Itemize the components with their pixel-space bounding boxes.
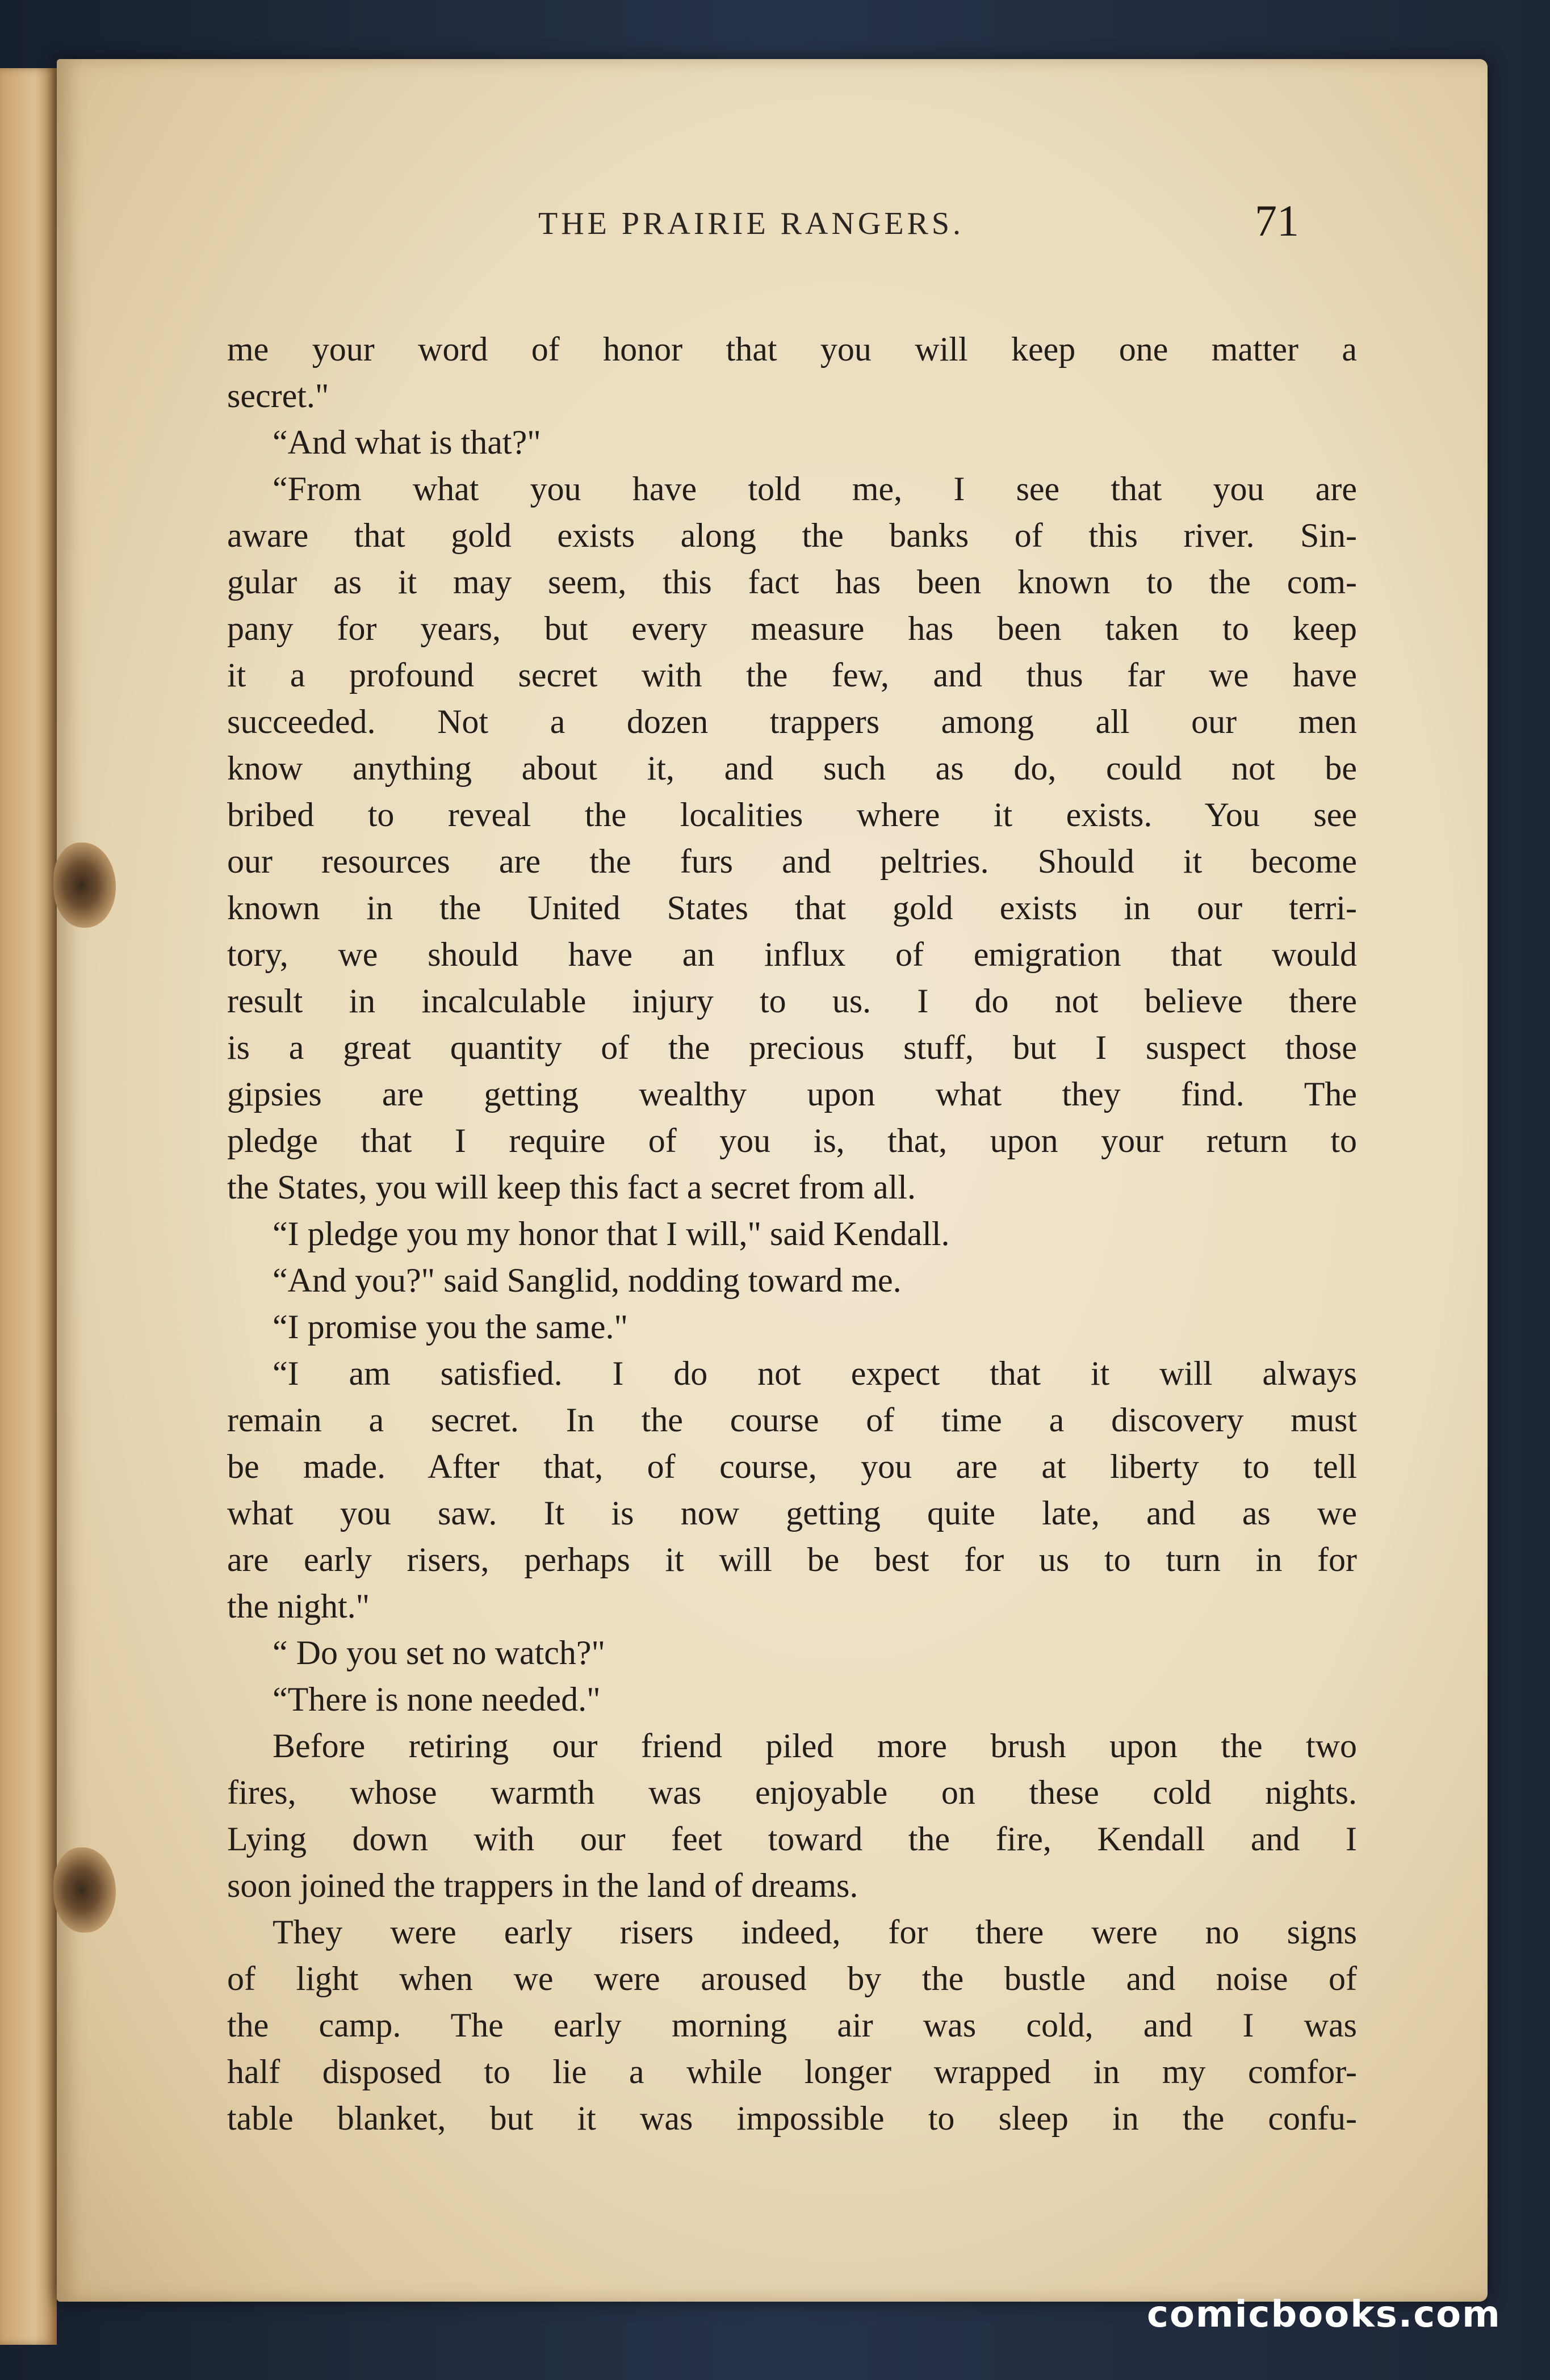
text-line: are early risers, perhaps it will be best for us to turn in for <box>227 1541 1357 1578</box>
text-line: pledge that I require of you is, that, upon your return to <box>227 1122 1357 1159</box>
binding-hole <box>53 1847 116 1933</box>
text-line: “I pledge you my honor that I will," said Kendall. <box>273 1215 950 1252</box>
text-line: half disposed to lie a while longer wrapped in my comfor- <box>227 2053 1357 2090</box>
text-line: bribed to reveal the localities where it exists. You see <box>227 796 1357 833</box>
text-line: me your word of honor that you will keep one matter a <box>227 330 1357 368</box>
text-line: “And you?" said Sanglid, nodding toward me. <box>273 1262 902 1299</box>
text-line: the camp. The early morning air was cold, and I was <box>227 2006 1357 2044</box>
text-line: the night." <box>227 1587 370 1625</box>
page-number: 71 <box>1255 196 1299 245</box>
facing-page-edge <box>0 68 57 2345</box>
site-watermark: comicbooks.com <box>1147 2294 1501 2336</box>
text-line: “I am satisfied. I do not expect that it will always <box>273 1355 1357 1392</box>
text-line: table blanket, but it was impossible to sleep in the confu- <box>227 2100 1357 2137</box>
text-line: what you saw. It is now getting quite late, and as we <box>227 1494 1357 1532</box>
text-line: remain a secret. In the course of time a discovery must <box>227 1401 1357 1439</box>
text-line: tory, we should have an influx of emigration that would <box>227 936 1357 973</box>
text-line: of light when we were aroused by the bustle and noise of <box>227 1960 1357 1997</box>
text-line: result in incalculable injury to us. I do not believe there <box>227 982 1357 1020</box>
text-line: “ Do you set no watch?" <box>273 1634 605 1671</box>
text-line: it a profound secret with the few, and thus far we have <box>227 656 1357 694</box>
text-line: pany for years, but every measure has been taken to keep <box>227 610 1357 647</box>
text-line: “And what is that?" <box>273 424 541 461</box>
binding-hole <box>53 843 116 928</box>
text-line: soon joined the trappers in the land of dreams. <box>227 1867 858 1904</box>
text-line: know anything about it, and such as do, could not be <box>227 749 1357 787</box>
body-text <box>227 326 1357 2199</box>
text-line: be made. After that, of course, you are at liberty to tell <box>227 1448 1357 1485</box>
text-line: secret." <box>227 377 329 414</box>
text-line: known in the United States that gold exists in our terri- <box>227 889 1357 927</box>
running-head <box>57 195 1488 263</box>
text-line: Before retiring our friend piled more brush upon the two <box>273 1727 1357 1765</box>
text-line: our resources are the furs and peltries. Should it become <box>227 843 1357 880</box>
text-line: “I promise you the same." <box>273 1308 628 1346</box>
text-line: “There is none needed." <box>273 1681 601 1718</box>
text-line: gipsies are getting wealthy upon what they find. The <box>227 1075 1357 1113</box>
text-line: gular as it may seem, this fact has been known to the com- <box>227 563 1357 601</box>
text-line: “From what you have told me, I see that you are <box>273 470 1357 508</box>
text-line: They were early risers indeed, for there were no signs <box>273 1913 1357 1951</box>
text-line: aware that gold exists along the banks of this river. Sin- <box>227 517 1357 554</box>
book-page <box>57 59 1488 2302</box>
text-line: succeeded. Not a dozen trappers among all our men <box>227 703 1357 740</box>
text-line: fires, whose warmth was enjoyable on these cold nights. <box>227 1774 1357 1811</box>
running-head-title: THE PRAIRIE RANGERS. <box>538 206 965 241</box>
text-line: the States, you will keep this fact a secret from all. <box>227 1168 916 1206</box>
text-line: Lying down with our feet toward the fire, Kendall and I <box>227 1820 1357 1858</box>
text-line: is a great quantity of the precious stuff, but I suspect those <box>227 1029 1357 1066</box>
